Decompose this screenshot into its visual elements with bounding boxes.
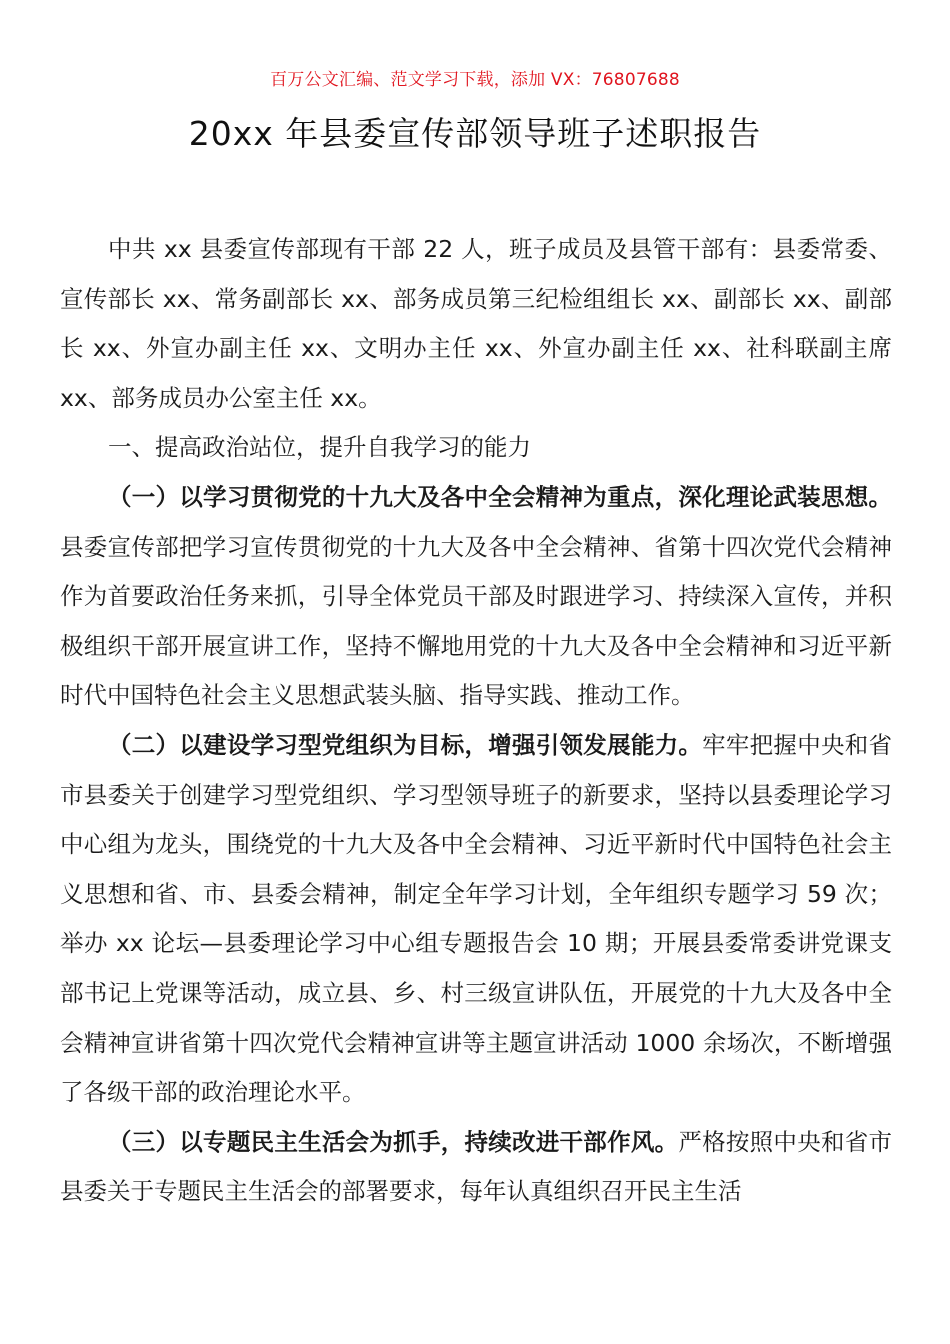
item-body: 县委宣传部把学习宣传贯彻党的十九大及各中全会精神、省第十四次党代会精神作为首要政治任务来抓，引导全体党员干部及时跟进学习、持续深入宣传，并积极组织干部开展宣讲工作，坚持不懈地用党的十九大及各中全会精神和习近平新时代中国特色社会主义思想武装头脑、指导实践、推动工作。 <box>60 532 892 710</box>
section-heading: 一、提高政治站位，提升自我学习的能力 <box>108 433 531 462</box>
item-paragraph-2 <box>60 721 892 1118</box>
intro-paragraph: 中共 xx 县委宣传部现有干部 22 人，班子成员及县管干部有：县委常委、宣传部长 xx、常务副部长 xx、部务成员第三纪检组组长 xx、副部长 xx、副部长 xx、外宣办副主任 xx、文明办主任 xx、外宣办副主任 xx、社科联副主席 xx、部务成员办公室主任 xx。 <box>60 235 892 412</box>
document-body <box>60 225 892 1217</box>
item-lead: （三）以专题民主生活会为抓手，持续改进干部作风。 <box>108 1127 679 1156</box>
header-note: 百万公文汇编、范文学习下载，添加 VX：76807688 <box>270 70 680 90</box>
page-title: 20xx 年县委宣传部领导班子述职报告 <box>188 114 762 153</box>
item-body: 牢牢把握中央和省市县委关于创建学习型党组织、学习型领导班子的新要求，坚持以县委理论学习中心组为龙头，围绕党的十九大及各中全会精神、习近平新时代中国特色社会主义思想和省、市、县委会精神，制定全年学习计划，全年组织专题学习 59 次；举办 xx 论坛—县委理论学习中心组专题报告会 10 期；开展县委常委讲党课支部书记上党课等活动，成立县、乡、村三级宣讲队伍，开展党的十九大及各中全会精神宣讲省第十四次党代会精神宣讲等主题宣讲活动 1000 余场次，不断增强了各级干部的政治理论水平。 <box>60 730 892 1107</box>
item-lead: （一）以学习贯彻党的十九大及各中全会精神为重点，深化理论武装思想。 <box>108 482 892 511</box>
item-paragraph-1 <box>60 473 892 721</box>
item-paragraph-3 <box>60 1118 892 1217</box>
item-lead: （二）以建设学习型党组织为目标，增强引领发展能力。 <box>108 730 703 759</box>
item-body: 严格按照中央和省市县委关于专题民主生活会的部署要求，每年认真组织召开民主生活 <box>60 1127 892 1206</box>
